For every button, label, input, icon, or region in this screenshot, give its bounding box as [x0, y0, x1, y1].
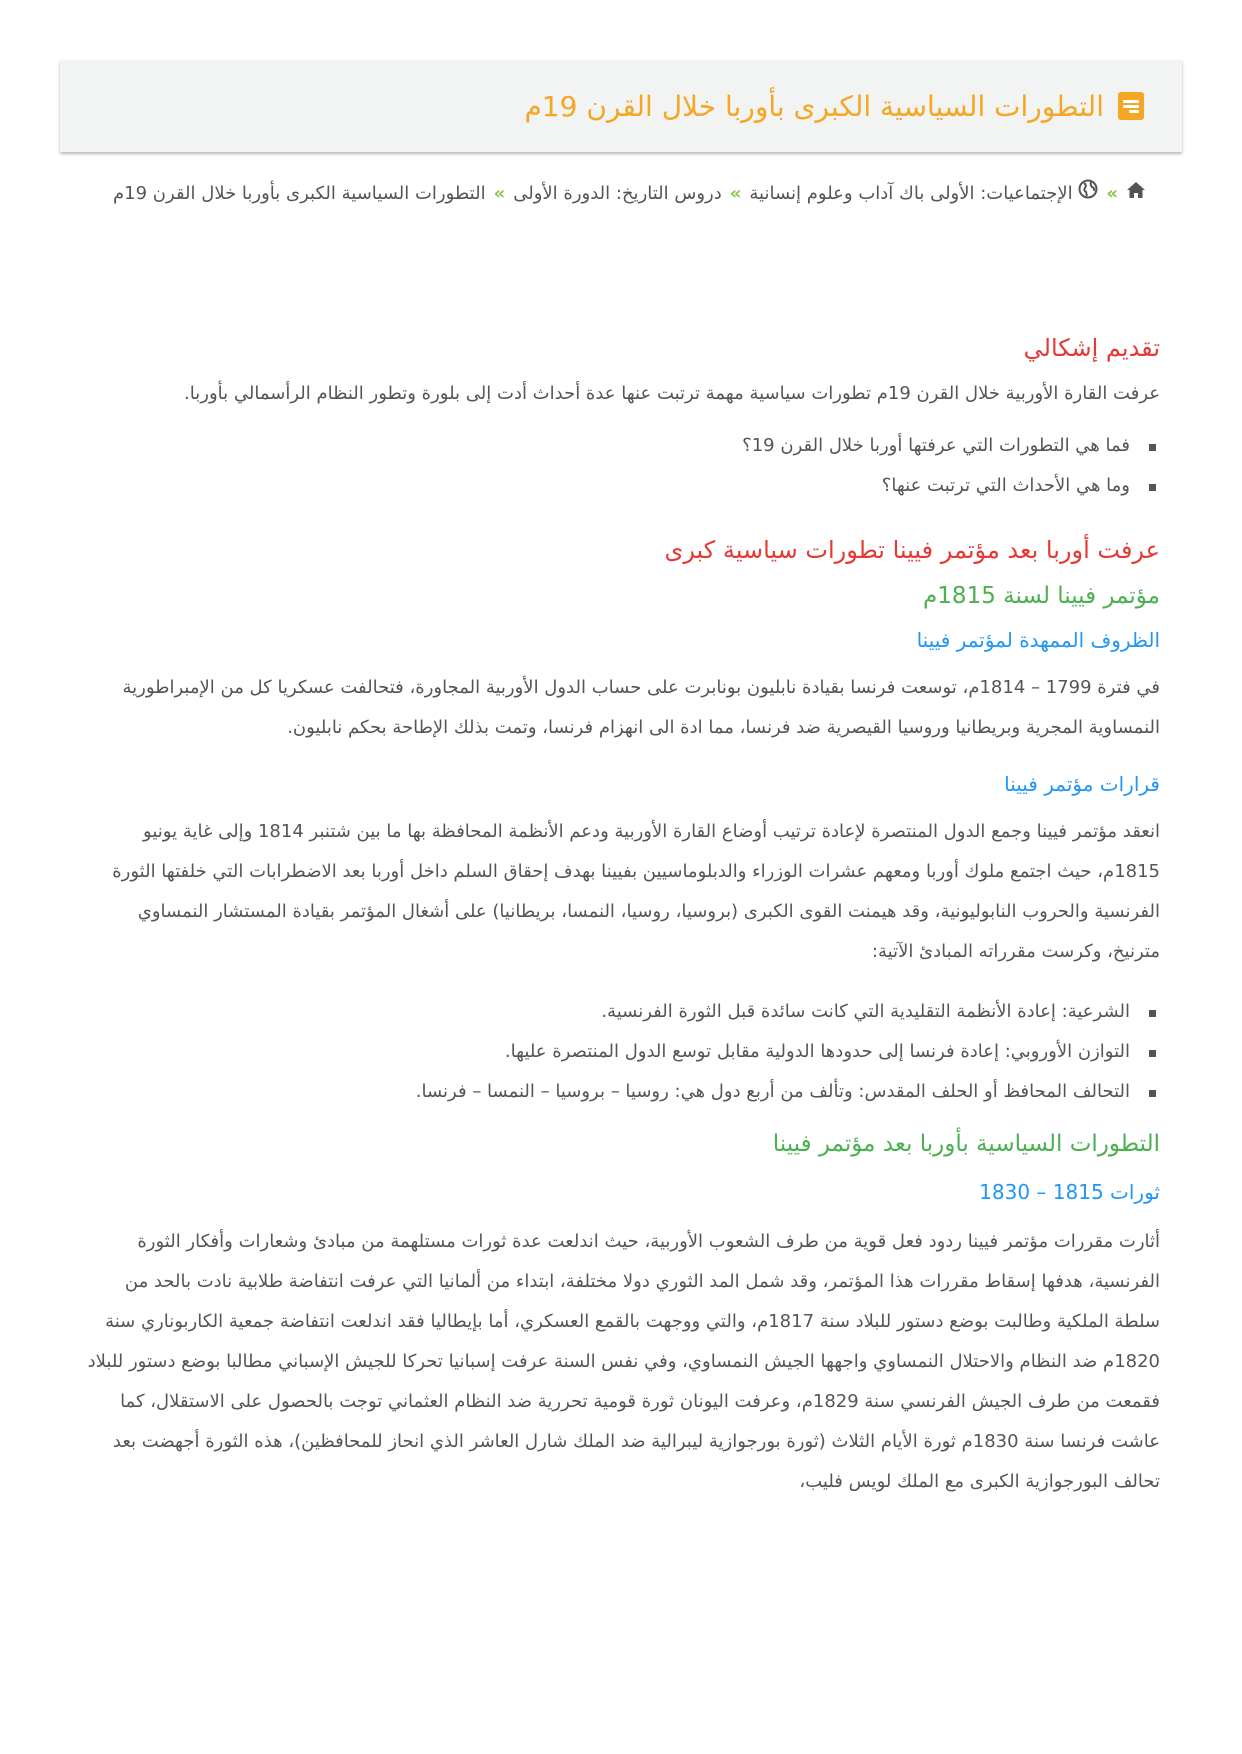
article-content [80, 330, 1160, 1502]
post-vienna-heading: التطورات السياسية بأوربا بعد مؤتمر فيينا [772, 1131, 1160, 1157]
page-title: التطورات السياسية الكبرى بأوربا خلال القرن 19م [524, 89, 1104, 123]
list-item: التحالف المحافظ أو الحلف المقدس: وتألف من أربع دول هي: روسيا – بروسيا – النمسا – فرنسا. [80, 1072, 1160, 1112]
breadcrumb-separator: » [1106, 183, 1118, 204]
conditions-heading: الظروف الممهدة لمؤتمر فيينا [916, 628, 1160, 652]
list-item: وما هي الأحداث التي ترتبت عنها؟ [80, 466, 1160, 506]
revolutions-paragraph: أثارت مقررات مؤتمر فيينا ردود فعل قوية من طرف الشعوب الأوربية، حيث اندلعت عدة ثورات مستلهمة من مبادئ وشعارات وأفكار الثورة الفرنسية، هدفها إسقاط مقررات هذا المؤتمر، وقد شمل المد الثوري دولا مختلفة، ابتداء من ألمانيا التي عرفت انتفاضة طلابية نادت بالحد من سلطة الملكية وطالبت بوضع دستور للبلاد سنة 1817م، والتي ووجهت بالقمع العسكري، أما بإيطاليا فقد اندلعت انتفاضة جمعية الكاربوناري سنة 1820م ضد النظام والاحتلال النمساوي واجهها الجيش النمساوي، وفي نفس السنة عرفت إسبانيا تحركا للجيش الإسباني مطالبا بوضع دستور للبلاد فقمعت من طرف الجيش الفرنسي سنة 1829م، وعرفت اليونان ثورة قومية تحررية ضد النظام العثماني توجت بالحصول على الاستقلال، كما عاشت فرنسا سنة 1830م ثورة الأيام الثلاث (ثورة بورجوازية ليبرالية ضد الملك شارل العاشر الذي انحاز للمحافظين)، هذه الثورة أجهضت بعد تحالف البورجوازية الكبرى مع الملك لويس فليب، [87, 1231, 1160, 1492]
intro-heading: تقديم إشكالي [1023, 334, 1160, 362]
breadcrumb [96, 174, 1146, 214]
home-icon[interactable] [1126, 174, 1146, 214]
globe-icon [1078, 174, 1098, 214]
decisions-heading: قرارات مؤتمر فيينا [1004, 772, 1160, 796]
breadcrumb-item-lessons[interactable]: دروس التاريخ: الدورة الأولى [513, 183, 722, 204]
vienna-congress-heading: مؤتمر فيينا لسنة 1815م [923, 583, 1160, 609]
breadcrumb-separator: » [729, 183, 742, 204]
decisions-paragraph: انعقد مؤتمر فيينا وجمع الدول المنتصرة لإعادة ترتيب أوضاع القارة الأوربية ودعم الأنظمة المحافظة بها ما بين شتنبر 1814 وإلى غاية يونيو 1815م، حيث اجتمع ملوك أوربا ومعهم عشرات الوزراء والدبلوماسيين بفيينا بهدف إحقاق السلم داخل أوربا بعد الاضطرابات التي خلفتها الثورة الفرنسية والحروب النابوليونية، وقد هيمنت القوى الكبرى (بروسيا، روسيا، النمسا، بريطانيا) على أشغال المؤتمر بقيادة المستشار النمساوي مترنيخ، وكرست مقرراته المبادئ الآتية: [112, 821, 1160, 962]
list-item: الشرعية: إعادة الأنظمة التقليدية التي كانت سائدة قبل الثورة الفرنسية. [80, 992, 1160, 1032]
list-item: التوازن الأوروبي: إعادة فرنسا إلى حدودها الدولية مقابل توسع الدول المنتصرة عليها. [80, 1032, 1160, 1072]
revolutions-heading: ثورات 1815 – 1830 [979, 1180, 1160, 1204]
breadcrumb-separator: » [493, 183, 506, 204]
list-item: فما هي التطورات التي عرفتها أوربا خلال القرن 19؟ [80, 426, 1160, 466]
section-heading: عرفت أوربا بعد مؤتمر فيينا تطورات سياسية كبرى [664, 536, 1160, 564]
intro-paragraph: عرفت القارة الأوربية خلال القرن 19م تطورات سياسية مهمة ترتبت عنها عدة أحداث أدت إلى بلورة وتطور النظام الرأسمالي بأوربا. [184, 383, 1160, 404]
principles-list [80, 992, 1160, 1112]
intro-questions [80, 426, 1160, 506]
breadcrumb-item-current: التطورات السياسية الكبرى بأوربا خلال القرن 19م [113, 183, 486, 204]
page-header [60, 60, 1182, 152]
conditions-paragraph: في فترة 1799 – 1814م، توسعت فرنسا بقيادة نابليون بونابرت على حساب الدول الأوربية المجاورة، فتحالفت عسكريا كل من الإمبراطورية النمساوية المجرية وبريطانيا وروسيا القيصرية ضد فرنسا، مما ادة الى انهزام فرنسا، وتمت بذلك الإطاحة بحكم نابليون. [122, 677, 1160, 738]
breadcrumb-item-category[interactable]: الإجتماعيات: الأولى باك آداب وعلوم إنسانية [749, 183, 1073, 204]
document-icon [1118, 92, 1144, 120]
